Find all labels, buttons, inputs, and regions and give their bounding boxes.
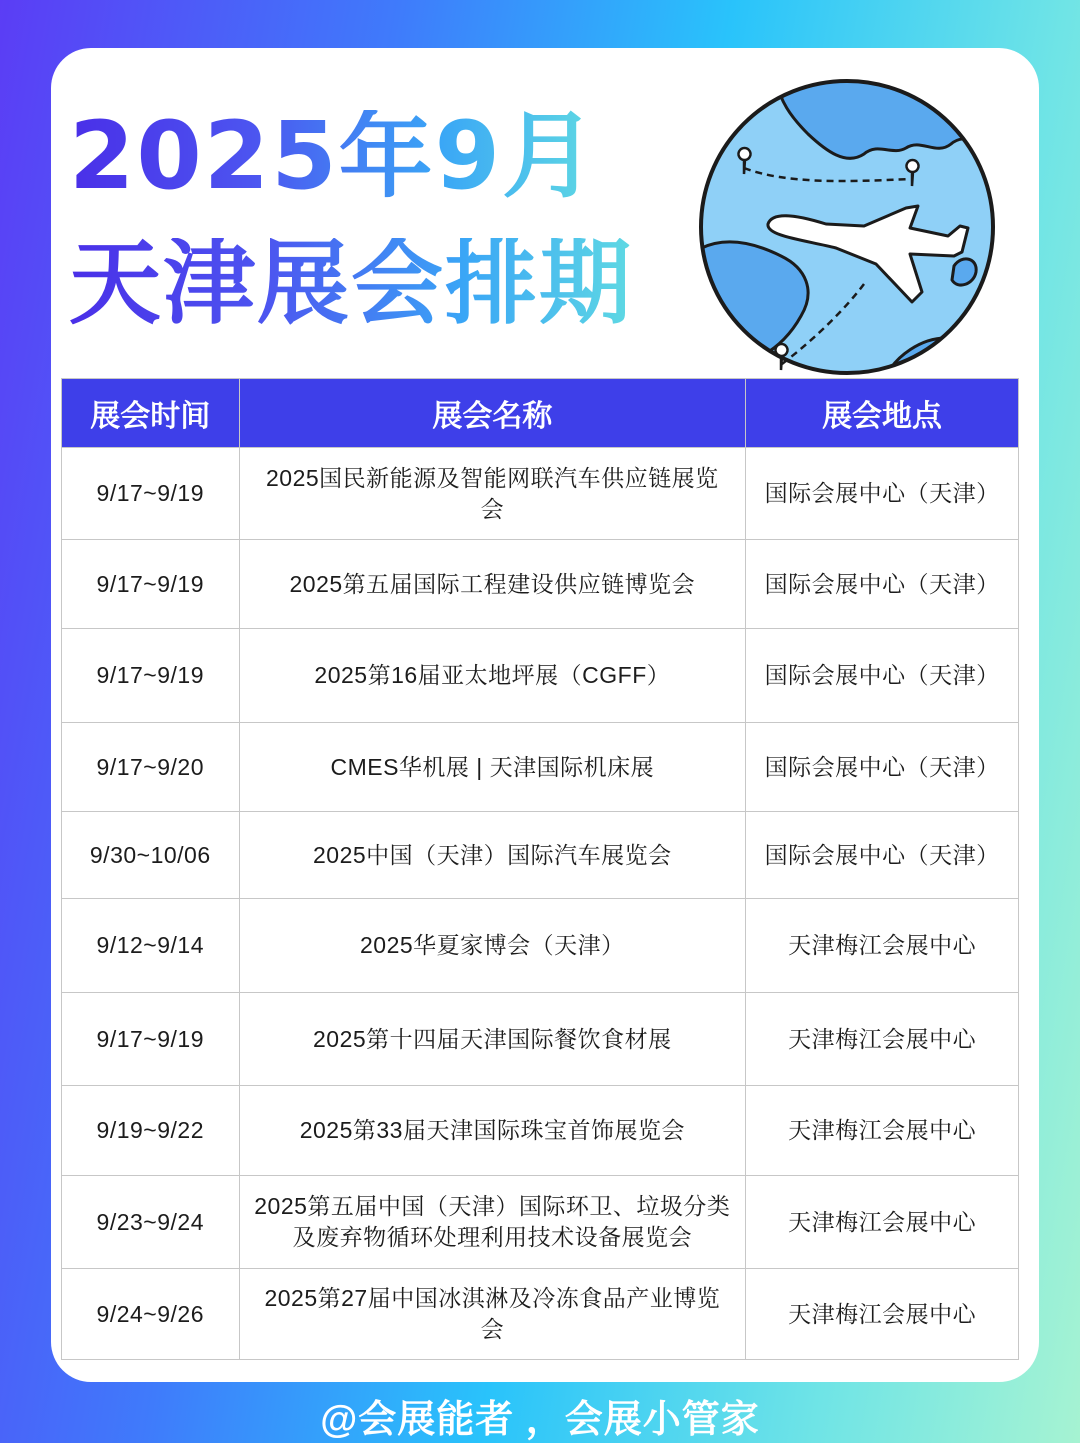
cell-name: CMES华机展 | 天津国际机床展 — [239, 723, 746, 812]
cell-date: 9/17~9/19 — [62, 629, 240, 723]
cell-venue: 国际会展中心（天津） — [746, 448, 1019, 540]
cell-date: 9/17~9/19 — [62, 448, 240, 540]
title-year-month: 2025年9月 — [69, 102, 599, 211]
cell-name: 2025第27届中国冰淇淋及冷冻食品产业博览会 — [239, 1269, 746, 1360]
table-row — [62, 1086, 1019, 1176]
globe-airplane-icon — [696, 76, 998, 378]
cell-name: 2025第33届天津国际珠宝首饰展览会 — [239, 1086, 746, 1176]
header-name: 展会名称 — [239, 379, 746, 448]
cell-date: 9/23~9/24 — [62, 1176, 240, 1269]
table-row — [62, 629, 1019, 723]
cell-name: 2025华夏家博会（天津） — [239, 899, 746, 993]
cell-venue: 国际会展中心（天津） — [746, 812, 1019, 899]
table-header-row — [62, 379, 1019, 448]
cell-venue: 天津梅江会展中心 — [746, 899, 1019, 993]
cell-date: 9/24~9/26 — [62, 1269, 240, 1360]
cell-date: 9/17~9/19 — [62, 993, 240, 1086]
cell-date: 9/12~9/14 — [62, 899, 240, 993]
table-row — [62, 812, 1019, 899]
title-main: 天津展会排期 — [69, 230, 634, 337]
cell-venue: 国际会展中心（天津） — [746, 540, 1019, 629]
cell-date: 9/30~10/06 — [62, 812, 240, 899]
cell-name: 2025第五届国际工程建设供应链博览会 — [239, 540, 746, 629]
table-row — [62, 899, 1019, 993]
cell-name: 2025国民新能源及智能网联汽车供应链展览会 — [239, 448, 746, 540]
table-row — [62, 540, 1019, 629]
cell-name: 2025第五届中国（天津）国际环卫、垃圾分类及废弃物循环处理利用技术设备展览会 — [239, 1176, 746, 1269]
cell-name: 2025中国（天津）国际汽车展览会 — [239, 812, 746, 899]
header-date: 展会时间 — [62, 379, 240, 448]
cell-date: 9/17~9/19 — [62, 540, 240, 629]
exhibition-schedule-table — [61, 378, 1019, 1360]
header-venue: 展会地点 — [746, 379, 1019, 448]
cell-venue: 国际会展中心（天津） — [746, 629, 1019, 723]
table-row — [62, 448, 1019, 540]
table-row — [62, 1269, 1019, 1360]
table-row — [62, 1176, 1019, 1269]
cell-venue: 天津梅江会展中心 — [746, 1086, 1019, 1176]
cell-name: 2025第十四届天津国际餐饮食材展 — [239, 993, 746, 1086]
table-row — [62, 993, 1019, 1086]
cell-venue: 国际会展中心（天津） — [746, 723, 1019, 812]
cell-date: 9/19~9/22 — [62, 1086, 240, 1176]
cell-venue: 天津梅江会展中心 — [746, 1269, 1019, 1360]
table-row — [62, 723, 1019, 812]
cell-venue: 天津梅江会展中心 — [746, 1176, 1019, 1269]
schedule-card — [51, 48, 1039, 1382]
cell-date: 9/17~9/20 — [62, 723, 240, 812]
footer-credit: @会展能者 ，会展小管家 — [320, 1399, 760, 1441]
cell-venue: 天津梅江会展中心 — [746, 993, 1019, 1086]
cell-name: 2025第16届亚太地坪展（CGFF） — [239, 629, 746, 723]
